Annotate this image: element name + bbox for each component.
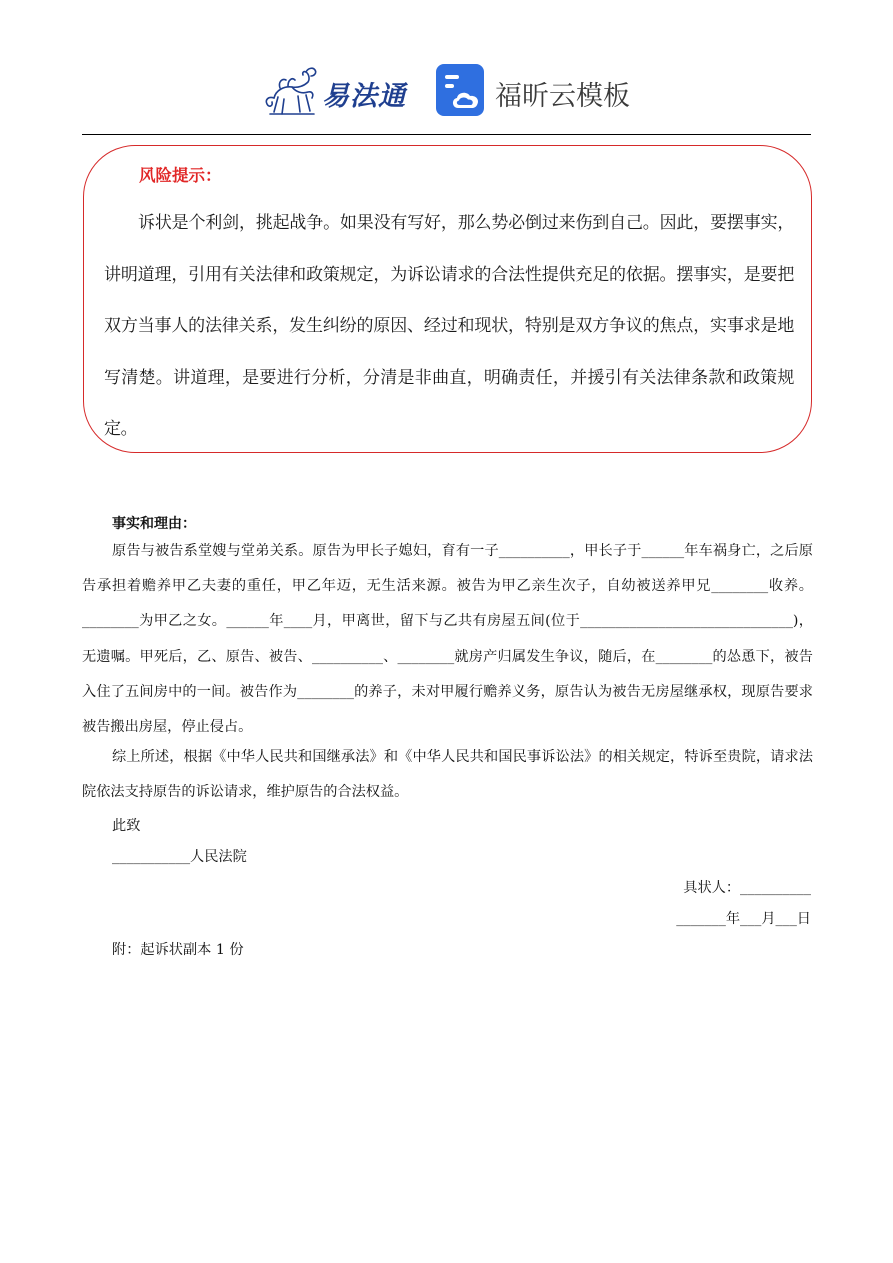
risk-warning-box <box>83 145 812 453</box>
risk-text: 诉状是个利剑，挑起战争。如果没有写好，那么势必倒过来伤到自己。因此，要摆事实，讲明道理，引用有关法律和政策规定，为诉讼请求的合法性提供充足的依据。摆事实，是要把双方当事人的法律关系，发生纠纷的原因、经过和现状，特别是双方争议的焦点，实事求是地写清楚。讲道理，是要进行分析，分清是非曲直，明确责任，并援引有关法律条款和政策规定。 <box>104 213 794 439</box>
fuxin-brand-text: 福昕云模板 <box>495 81 630 112</box>
attachment-note: 附：起诉状副本 1 份 <box>112 942 244 958</box>
court-name: ___________人民法院 <box>112 849 247 865</box>
yifatong-logo <box>262 62 412 120</box>
conclusion-paragraph: 综上所述，根据《中华人民共和国继承法》和《中华人民共和国民事诉讼法》的相关规定，特诉至贵院，请求法院依法支持原告的诉讼请求，维护原告的合法权益。 <box>82 749 813 801</box>
header <box>0 56 893 126</box>
yifatong-brand-text: 易法通 <box>322 81 406 112</box>
facts-paragraph: 原告与被告系堂嫂与堂弟关系。原告为甲长子媳妇，育有一子__________，甲长子于______年车祸身亡，之后原告承担着赡养甲乙夫妻的重任，甲乙年迈，无生活来源。被告为甲乙亲生次子，自幼被送养甲兄________收养。________为甲乙之女。______年____月，甲离世，留下与乙共有房屋五间(位于______________________________)，无遗嘱。甲死后，乙、原告、被告、__________、________就房产归属发生争议，随后，在________的怂恿下，被告入住了五间房中的一间。被告作为________的养子，未对甲履行赡养义务，原告认为被告无房屋继承权，现原告要求被告搬出房屋，停止侵占。 <box>82 543 813 736</box>
qilin-icon <box>262 62 322 120</box>
fuxin-logo <box>436 64 636 118</box>
closing-salutation: 此致 <box>112 818 141 834</box>
header-divider <box>82 134 811 135</box>
signer-line: 具状人：__________ <box>683 880 811 896</box>
cloud-document-icon <box>436 64 488 116</box>
section-title: 事实和理由： <box>112 516 196 532</box>
date-line: _______年___月___日 <box>676 911 811 927</box>
risk-title: 风险提示： <box>139 166 222 185</box>
